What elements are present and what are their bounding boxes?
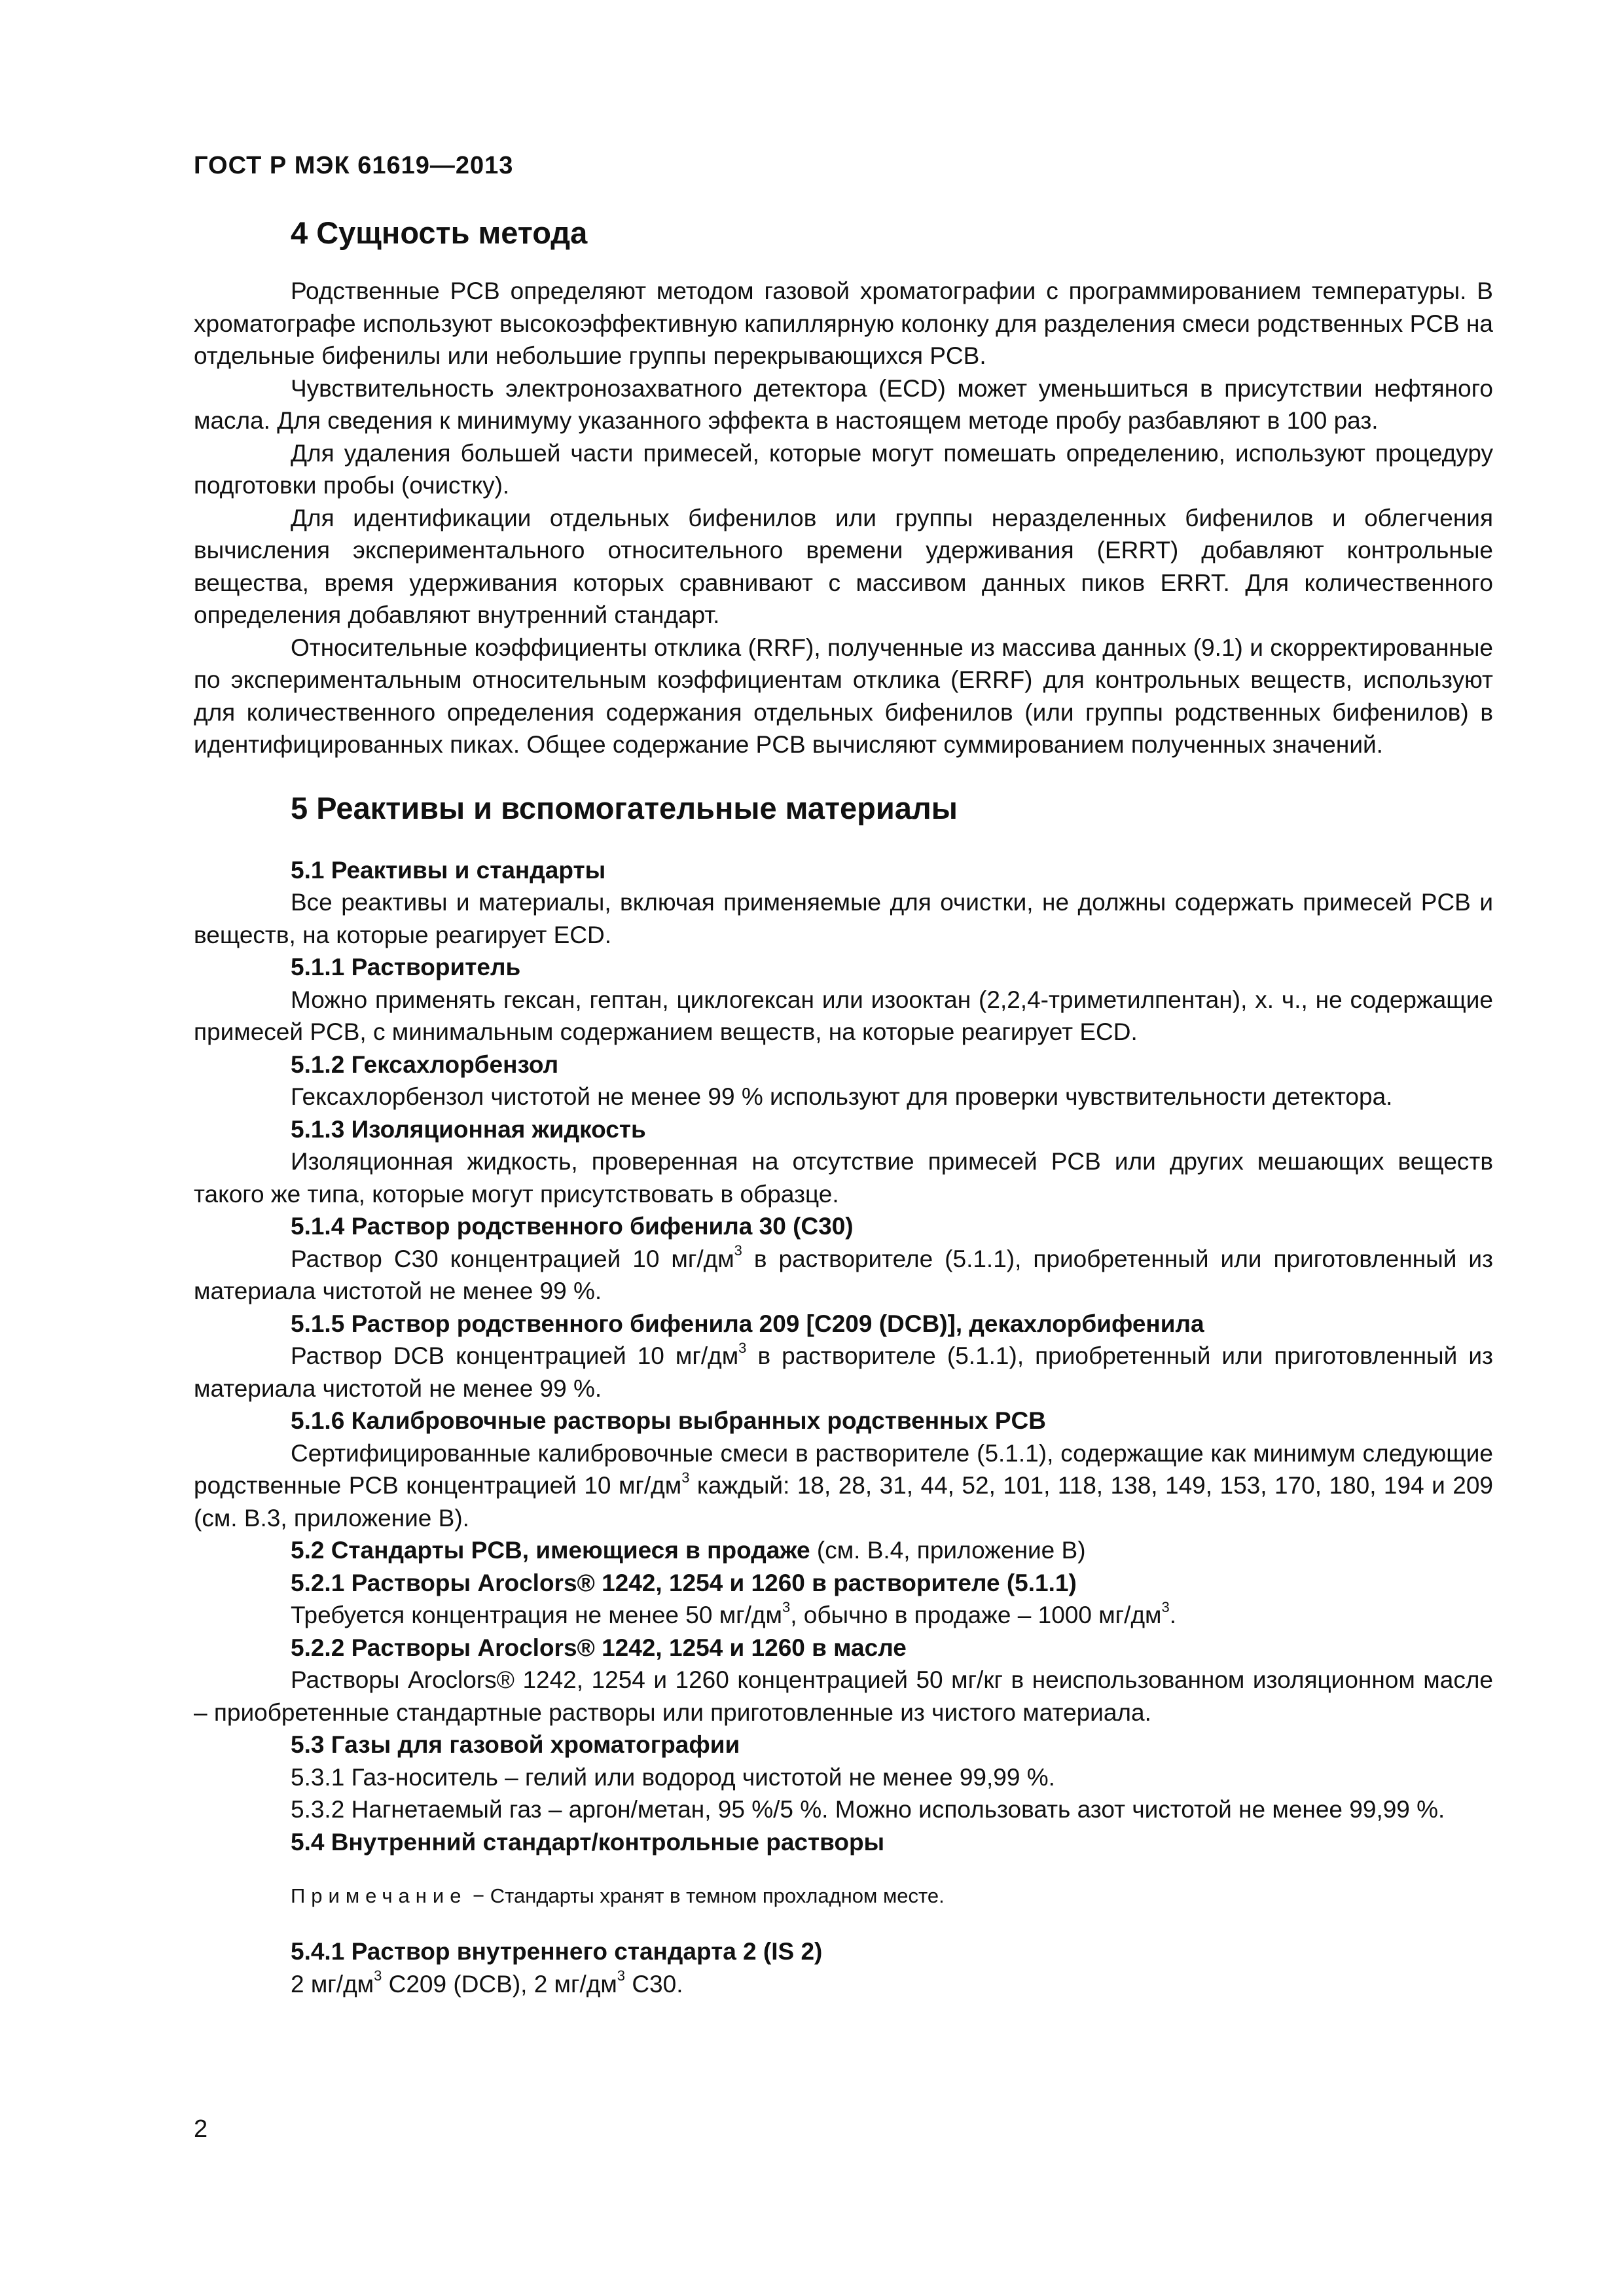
text-part: Раствор C30 концентрацией 10 мг/дм	[291, 1245, 734, 1272]
section-4-paragraph-5: Относительные коэффициенты отклика (RRF), полученные из массива данных (9.1) и скорректированные по экспериментальным относительным коэффициентам отклика (ERRF) для контрольных веществ, используют для количественного определения содержания отдельных бифенилов (или группы родственных бифенилов) в идентифицированных пиках. Общее содержание PCB вычисляют суммированием полученных значений.	[194, 634, 1493, 758]
superscript: 3	[782, 1598, 791, 1615]
superscript: 3	[734, 1242, 742, 1259]
text-part: каждый: 18, 28, 31, 44, 52, 101, 118, 138, 149, 153, 170, 180, 194 и 209 (см. В.3, приложение В).	[194, 1472, 1494, 1532]
subsection-5-1-5-title: 5.1.5 Раствор родственного бифенила 209 [C209 (DCB)], декахлорбифенила	[291, 1310, 1204, 1337]
superscript: 3	[374, 1967, 382, 1984]
section-4-title: 4 Сущность метода	[291, 215, 588, 250]
subsection-5-4-1-title: 5.4.1 Раствор внутреннего стандарта 2 (IS 2)	[291, 1938, 823, 1965]
text-part: C209 (DCB), 2 мг/дм	[382, 1970, 617, 1998]
subsection-5-3-1-text: 5.3.1 Газ-носитель – гелий или водород чистотой не менее 99,99 %.	[291, 1763, 1055, 1791]
text-part: Раствор DCB концентрацией 10 мг/дм	[291, 1342, 739, 1369]
subsection-5-2-1-text	[194, 1599, 1493, 1632]
section-4-paragraph-3: Для удаления большей части примесей, которые могут помешать определению, используют процедуру подготовки пробы (очистку).	[194, 439, 1493, 499]
subsection-5-2-2-title: 5.2.2 Растворы Aroclors® 1242, 1254 и 1260 в масле	[291, 1634, 907, 1661]
text-part: C30.	[625, 1970, 683, 1998]
note-label: Примечание	[291, 1884, 467, 1907]
text-part: Сертифицированные калибровочные смеси в растворителе (5.1.1), содержащие как минимум следующие родственные PCB концентрацией 10 мг/дм	[194, 1439, 1493, 1499]
subsection-5-1-6-text	[194, 1437, 1493, 1535]
subsection-5-1-3-text: Изоляционная жидкость, проверенная на отсутствие примесей PCB или других мешающих веществ такого же типа, которые могут присутствовать в образце.	[194, 1148, 1493, 1208]
subsection-5-1-5-text	[194, 1340, 1493, 1405]
subsection-5-1-4-text	[194, 1243, 1493, 1308]
subsection-5-1-6-title: 5.1.6 Калибровочные растворы выбранных родственных PCB	[291, 1407, 1046, 1434]
superscript: 3	[617, 1967, 626, 1984]
subsection-5-1-text: Все реактивы и материалы, включая применяемые для очистки, не должны содержать примесей PCB и веществ, на которые реагирует ECD.	[194, 889, 1493, 948]
superscript: 3	[681, 1469, 690, 1486]
note	[194, 1882, 1493, 1910]
superscript: 3	[738, 1339, 747, 1356]
subsection-5-4-1-text	[194, 1968, 1493, 2001]
document-header: ГОСТ Р МЭК 61619—2013	[194, 152, 514, 179]
subsection-5-1-1-title: 5.1.1 Растворитель	[291, 954, 521, 980]
text-part: в растворителе (5.1.1), приобретенный или приготовленный из материала чистотой не менее 99 %.	[194, 1245, 1493, 1304]
subsection-5-2-1-title: 5.2.1 Растворы Aroclors® 1242, 1254 и 1260 в растворителе (5.1.1)	[291, 1569, 1077, 1596]
subsection-5-1-3-title: 5.1.3 Изоляционная жидкость	[291, 1115, 646, 1143]
text-part: .	[1169, 1602, 1177, 1628]
subsection-5-1-2-title: 5.1.2 Гексахлорбензол	[291, 1050, 559, 1078]
subsection-5-2-title	[194, 1534, 1493, 1567]
subsection-5-3-2-text: 5.3.2 Нагнетаемый газ – аргон/метан, 95 %/5 %. Можно использовать азот чистотой не менее 99,99 %.	[291, 1796, 1445, 1823]
page-number: 2	[194, 2115, 208, 2143]
note-text: − Стандарты хранят в темном прохладном месте.	[467, 1884, 945, 1907]
subsection-5-2-title-suffix: (см. В.4, приложение В)	[810, 1537, 1086, 1564]
section-5-title: 5 Реактивы и вспомогательные материалы	[291, 790, 958, 825]
section-4-paragraph-2: Чувствительность электронозахватного детектора (ECD) может уменьшиться в присутствии нефтяного масла. Для сведения к минимуму указанного эффекта в настоящем методе пробу разбавляют в 100 раз.	[194, 374, 1493, 434]
text-part: в растворителе (5.1.1), приобретенный или приготовленный из материала чистотой не менее 99 %.	[194, 1342, 1493, 1402]
page-content	[194, 196, 1493, 2000]
subsection-5-2-title-bold: 5.2 Стандарты PCB, имеющиеся в продаже	[291, 1537, 810, 1564]
subsection-5-2-2-text: Растворы Aroclors® 1242, 1254 и 1260 концентрацией 50 мг/кг в неиспользованном изоляционном масле – приобретенные стандартные растворы или приготовленные из чистого материала.	[194, 1666, 1493, 1726]
text-part: 2 мг/дм	[291, 1970, 374, 1998]
text-part: Требуется концентрация не менее 50 мг/дм	[291, 1602, 782, 1628]
superscript: 3	[1161, 1598, 1170, 1615]
subsection-5-1-1-text: Можно применять гексан, гептан, циклогексан или изооктан (2,2,4-триметилпентан), х. ч., не содержащие примесей PCB, с минимальным содержанием веществ, на которые реагирует ECD.	[194, 986, 1493, 1045]
subsection-5-1-4-title: 5.1.4 Раствор родственного бифенила 30 (C30)	[291, 1213, 854, 1240]
section-4-paragraph-1: Родственные PCB определяют методом газовой хроматографии с программированием температуры. В хроматографе используют высокоэффективную капиллярную колонку для разделения смеси родственных PCB на отдельные бифенилы или небольшие группы перекрывающихся PCB.	[194, 278, 1493, 369]
text-part: , обычно в продаже – 1000 мг/дм	[790, 1602, 1162, 1628]
section-4-paragraph-4: Для идентификации отдельных бифенилов или группы неразделенных бифенилов и облегчения вычисления экспериментального относительного времени удерживания (ERRT) добавляют контрольные вещества, время удерживания которых сравнивают с массивом данных пиков ERRT. Для количественного определения добавляют внутренний стандарт.	[194, 504, 1493, 628]
subsection-5-3-title: 5.3 Газы для газовой хроматографии	[291, 1731, 740, 1758]
subsection-5-1-2-text: Гексахлорбензол чистотой не менее 99 % используют для проверки чувствительности детектора.	[291, 1083, 1393, 1110]
subsection-5-4-title: 5.4 Внутренний стандарт/контрольные растворы	[291, 1828, 885, 1856]
subsection-5-1-title: 5.1 Реактивы и стандарты	[291, 856, 606, 884]
